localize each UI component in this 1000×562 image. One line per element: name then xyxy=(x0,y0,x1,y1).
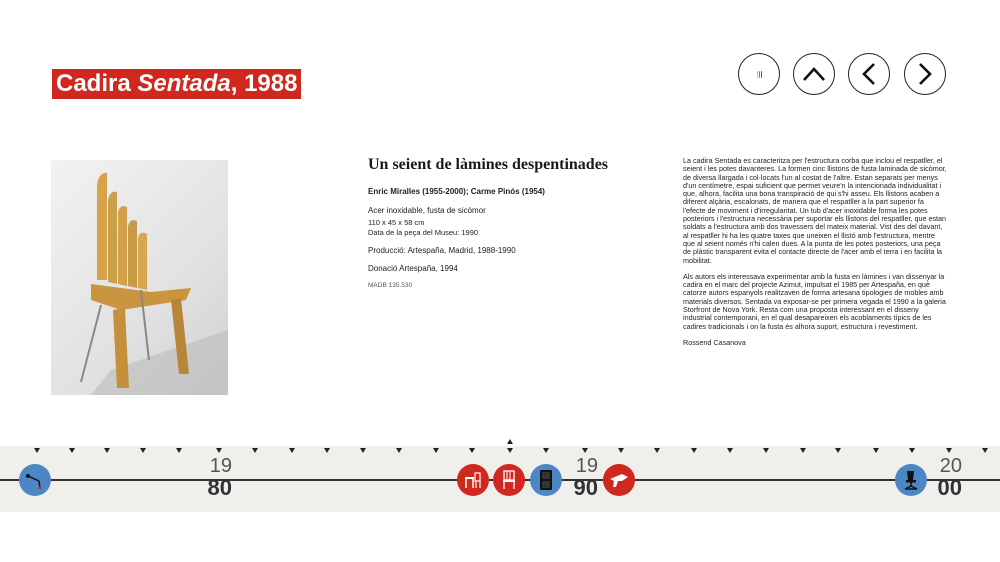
timeline-tick xyxy=(618,448,624,453)
dots-icon xyxy=(756,71,763,78)
decade-top-label: 20 xyxy=(939,455,962,477)
object-donation: Donació Artespaña, 1994 xyxy=(368,264,458,273)
timeline-tick xyxy=(360,448,366,453)
timeline-tick xyxy=(507,448,513,453)
lamp-icon xyxy=(25,470,45,490)
timeline-item-chair[interactable] xyxy=(493,464,525,496)
timeline-item-office-chair[interactable] xyxy=(895,464,927,496)
decade-2000[interactable] xyxy=(922,456,962,500)
chevron-up-icon xyxy=(802,66,826,82)
timeline-tick xyxy=(946,448,952,453)
faucet-icon xyxy=(608,470,630,490)
timeline-item-lamp[interactable] xyxy=(19,464,51,496)
office-chair-icon xyxy=(901,469,921,491)
timeline-tick xyxy=(543,448,549,453)
chevron-left-icon xyxy=(861,62,877,86)
description-text xyxy=(683,157,948,355)
object-inventory: MADB 135.530 xyxy=(368,282,413,289)
timeline-tick xyxy=(835,448,841,453)
timeline-tick xyxy=(763,448,769,453)
timeline-tick xyxy=(469,448,475,453)
timeline-tick xyxy=(289,448,295,453)
chevron-right-icon xyxy=(917,62,933,86)
timeline-tick xyxy=(909,448,915,453)
timeline-tick xyxy=(433,448,439,453)
timeline-item-cabinet[interactable] xyxy=(530,464,562,496)
timeline-tick xyxy=(140,448,146,453)
cabinet-icon xyxy=(538,469,554,491)
timeline-current-marker xyxy=(507,439,513,444)
object-info xyxy=(368,155,628,289)
table-chair-icon xyxy=(462,469,484,491)
description-author: Rossend Casanova xyxy=(683,337,746,347)
decade-bottom-label: 00 xyxy=(937,475,962,500)
next-button[interactable] xyxy=(904,53,946,95)
decade-top-label: 19 xyxy=(575,455,598,477)
page-title: Cadira Sentada, 1988 xyxy=(52,69,301,99)
decade-top-label: 19 xyxy=(209,455,232,477)
timeline-tick xyxy=(252,448,258,453)
object-date: Data de la peça del Museu: 1990 xyxy=(368,228,479,237)
timeline-tick xyxy=(216,448,222,453)
timeline-tick xyxy=(691,448,697,453)
timeline[interactable] xyxy=(0,446,1000,512)
timeline-item-table-chair[interactable] xyxy=(457,464,489,496)
decade-1980[interactable] xyxy=(192,456,232,500)
object-material: Acer inoxidable, fusta de sicòmor xyxy=(368,206,486,215)
timeline-tick xyxy=(873,448,879,453)
timeline-tick xyxy=(176,448,182,453)
object-production: Producció: Artespaña, Madrid, 1988-1990 xyxy=(368,246,516,255)
timeline-tick xyxy=(582,448,588,453)
timeline-tick xyxy=(982,448,988,453)
timeline-tick xyxy=(34,448,40,453)
description-paragraph-2: Als autors els interessava experimentar amb la fusta en làmines i van dissenyar la cadira en el marc del projecte Azimut, impulsat el 1985 per Artespaña, en què catorze autors espanyols realitzaven de forma artesana tipologies de mobles amb materials diversos. Sentada va exposar-se per primera vegada el 1990 a la galeria Storfront de Nova York. Resta com una proposta interessant en el disseny industrial contemporani, en el qual desapareixen els acoblaments típics de les cadires tradicionals i on la fusta és alhora suport, estructura i revestiment. xyxy=(683,271,946,331)
object-heading: Un seient de làmines despentinades xyxy=(368,156,609,173)
timeline-tick xyxy=(69,448,75,453)
up-button[interactable] xyxy=(793,53,835,95)
timeline-tick xyxy=(104,448,110,453)
description-paragraph-1: La cadira Sentada es caracteritza per l'estructura corba que inclou el respatller, el seient i les potes davanteres. La formen cinc llistons de fusta laminada de sicòmor, de diversa llargada i col·locats l'un al costat de l'altre. Estan separats per menys d'un centímetre, espai suficient que permet veure'n la intencionada individualitat i que, alhora, facilita una bona transpiració de qui s'hi asseu. Els llistons acaben a diferent alçària, escalonats, de manera que el respatller a la part superior fa l'efecte de moviment i d'irregularitat. Un tub d'acer inoxidable forma les potes posteriors i l'estructura necessària per suportar els llistons del respatller, que estan soldats a l'estructura amb dos travessers del mateix material. Vist des del davant, al respatller hi ha les quatre taxes que uneixen el llistó amb l'estructura, mentre que al seient només n'hi calen dues. A la punta de les potes posteriors, una peça de plàstic transparent evita el contacte directe de l'acer amb el terra i en facilita la mobilitat. xyxy=(683,156,947,265)
overview-button[interactable] xyxy=(738,53,780,95)
object-authors: Enric Miralles (1955-2000); Carme Pinós (1954) xyxy=(368,187,545,196)
timeline-tick xyxy=(324,448,330,453)
chair-photo xyxy=(51,160,228,395)
timeline-tick xyxy=(396,448,402,453)
timeline-tick xyxy=(800,448,806,453)
decade-1990[interactable] xyxy=(558,456,598,500)
timeline-tick xyxy=(654,448,660,453)
object-dimensions: 110 x 45 x 58 cm xyxy=(368,218,425,227)
timeline-tick xyxy=(727,448,733,453)
decade-bottom-label: 90 xyxy=(573,475,598,500)
chair-icon xyxy=(499,469,519,491)
previous-button[interactable] xyxy=(848,53,890,95)
decade-bottom-label: 80 xyxy=(207,475,232,500)
timeline-item-faucet[interactable] xyxy=(603,464,635,496)
